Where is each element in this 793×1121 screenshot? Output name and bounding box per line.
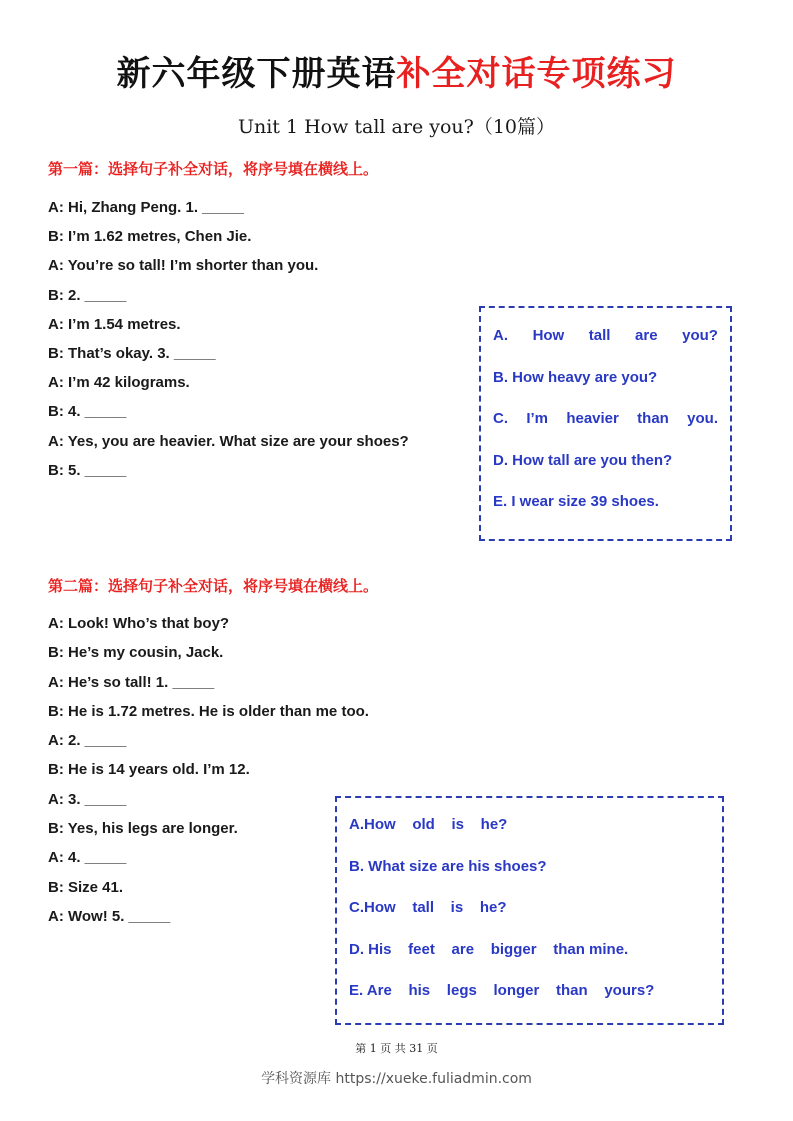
option-e: E. I wear size 39 shoes.	[493, 493, 659, 510]
dialog-line: A: You’re so tall! I’m shorter than you.	[48, 257, 319, 275]
site-watermark: 学科资源库 https://xueke.fuliadmin.com	[261, 1071, 532, 1087]
page-subtitle: Unit 1 How tall are you?（10篇）	[237, 116, 556, 138]
dialog-line: A: 3. _____	[48, 790, 127, 808]
page-title	[0, 50, 793, 98]
dialog-line: B: That’s okay. 3. _____	[48, 344, 216, 362]
option-d: D. His feet are bigger than mine.	[349, 941, 629, 958]
option-word: than	[637, 410, 669, 427]
option-b: B. How heavy are you?	[493, 369, 658, 386]
dialog-line: B: Yes, his legs are longer.	[48, 820, 238, 838]
dialog-line: A: He’s so tall! 1. _____	[48, 673, 215, 691]
dialog-line: A: Look! Who’s that boy?	[48, 615, 230, 632]
option-word: tall	[588, 327, 611, 344]
option-word: C.	[493, 410, 508, 427]
section-2-options-box	[335, 796, 724, 1025]
option-word: I’m	[526, 410, 548, 427]
dialog-line: B: 2. _____	[48, 286, 127, 304]
dialog-line: A: I’m 42 kilograms.	[48, 374, 190, 392]
dialog-line: A: I’m 1.54 metres.	[48, 315, 181, 333]
option-e: E. Are his legs longer than yours?	[349, 982, 655, 999]
option-b: B. What size are his shoes?	[349, 858, 547, 875]
dialog-line: A: 2. _____	[48, 732, 127, 750]
option-word: are	[635, 327, 658, 344]
page-title-highlight: 补全对话专项练习	[396, 54, 677, 94]
dialog-line: B: He’s my cousin, Jack.	[48, 644, 224, 662]
dialog-line: A: 4. _____	[48, 849, 127, 867]
page-title-main: 新六年级下册英语	[116, 54, 397, 94]
dialog-line: B: 5. _____	[48, 461, 127, 479]
section-2-heading: 第二篇：选择句子补全对话，将序号填在横线上。	[48, 577, 379, 595]
option-word: you?	[682, 327, 718, 344]
option-word: you.	[687, 410, 718, 427]
option-a	[493, 324, 718, 348]
section-2-dialog	[48, 609, 369, 931]
option-word: A.	[493, 327, 508, 344]
page-number: 第 1 页 共 31 页	[355, 1042, 438, 1055]
option-d: D. How tall are you then?	[493, 452, 673, 469]
dialog-line: B: Size 41.	[48, 878, 124, 896]
dialog-line: A: Wow! 5. _____	[48, 907, 171, 925]
option-c	[493, 407, 718, 431]
section-1-options-box	[479, 306, 732, 541]
option-word: heavier	[566, 410, 619, 427]
dialog-line: B: I’m 1.62 metres, Chen Jie.	[48, 228, 252, 246]
dialog-line: A: Yes, you are heavier. What size are your shoes?	[48, 432, 409, 450]
option-c: C.How tall is he?	[349, 899, 507, 916]
section-1-heading: 第一篇：选择句子补全对话，将序号填在横线上。	[48, 160, 379, 178]
dialog-line: B: He is 14 years old. I’m 12.	[48, 761, 250, 779]
section-1-dialog	[48, 193, 409, 485]
option-a: A.How old is he?	[349, 816, 508, 833]
option-word: How	[532, 327, 565, 344]
dialog-line: B: He is 1.72 metres. He is older than me too.	[48, 702, 369, 720]
dialog-line: B: 4. _____	[48, 403, 127, 421]
dialog-line: A: Hi, Zhang Peng. 1. _____	[48, 199, 244, 216]
